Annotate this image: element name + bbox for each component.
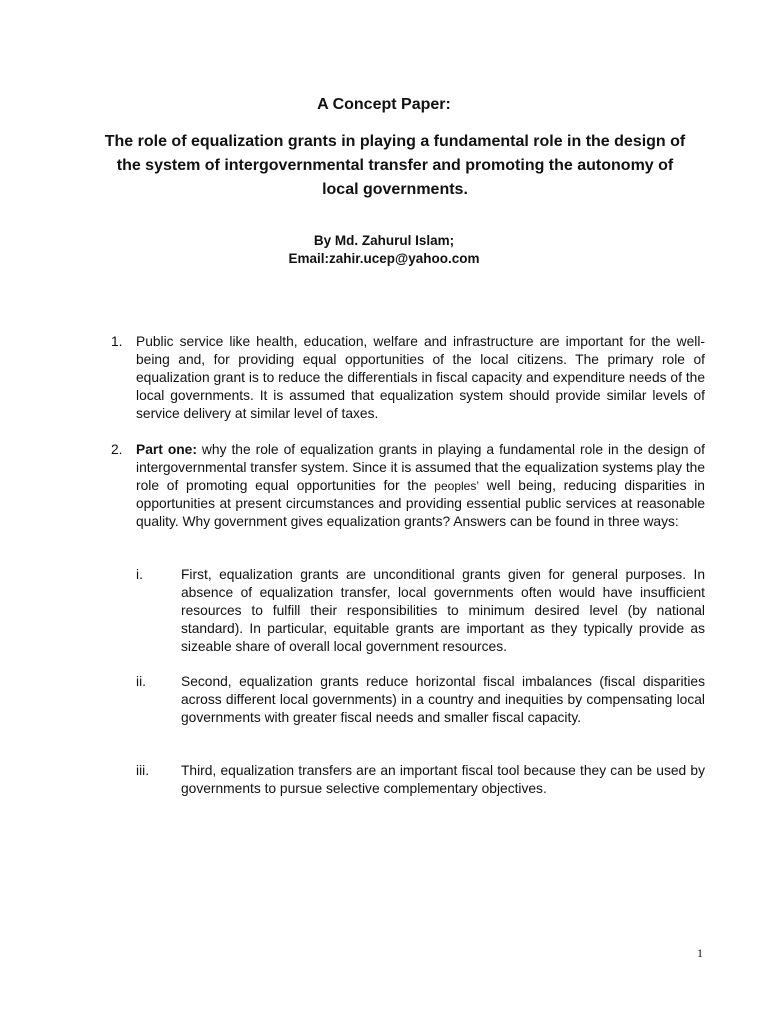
author-email: Email:zahir.ucep@yahoo.com bbox=[288, 251, 480, 266]
author-line: By Md. Zahurul Islam; bbox=[313, 233, 455, 248]
peoples-word: peoples’ bbox=[434, 479, 479, 493]
page-number: 1 bbox=[697, 946, 703, 960]
list-item-number: 2. bbox=[111, 442, 123, 457]
sub-list-text: Second, equalization grants reduce horizontal fiscal imbalances (fiscal disparities across different local governments) in a country and inequities by compensating local governments with greater fiscal needs and smaller fiscal capacity. bbox=[181, 674, 705, 725]
sub-list-numeral: ii. bbox=[136, 674, 146, 689]
sub-list-numeral: i. bbox=[136, 567, 143, 582]
section-text-part-a: why the role of equalization grants in playing a fundamental role in the design of intergovernmental transfer system. Since it is assumed that the equalization systems play the role of promoting equal opportunities for the bbox=[136, 442, 706, 493]
page-title: The role of equalization grants in playing a fundamental role in the design of the system of intergovernmental transfer and promoting the autonomy of local governments. bbox=[104, 133, 686, 198]
sub-list-numeral: iii. bbox=[136, 763, 150, 778]
section-text-part-b: well being, reducing disparities in opportunities at present circumstances and providing essential public services at reasonable quality. Why government gives equalization grants? Answers can be found in three ways: bbox=[136, 478, 705, 529]
byline bbox=[0, 232, 768, 268]
list-item-text: Public service like health, education, welfare and infrastructure are important for the well-being and, for providing equal opportunities of the local citizens. The primary role of equalization grant is to reduce the differentials in fiscal capacity and expenditure needs of the local governments. It is assumed that equalization system should provide similar levels of service delivery at similar level of taxes. bbox=[136, 334, 705, 421]
list-item-number: 1. bbox=[111, 334, 123, 349]
paper-kicker: A Concept Paper: bbox=[317, 96, 451, 113]
list-item-text bbox=[136, 441, 705, 531]
sub-list-text: Third, equalization transfers are an important fiscal tool because they can be used by governments to pursue selective complementary objectives. bbox=[181, 763, 705, 796]
section-lead: Part one: bbox=[136, 442, 197, 457]
sub-list-text: First, equalization grants are unconditional grants given for general purposes. In absence of equalization transfer, local governments often would have insufficient resources to fulfill their responsibilities to minimum desired level (by national standard). In particular, equitable grants are important as they typically provide as sizeable share of overall local government resources. bbox=[181, 567, 705, 654]
